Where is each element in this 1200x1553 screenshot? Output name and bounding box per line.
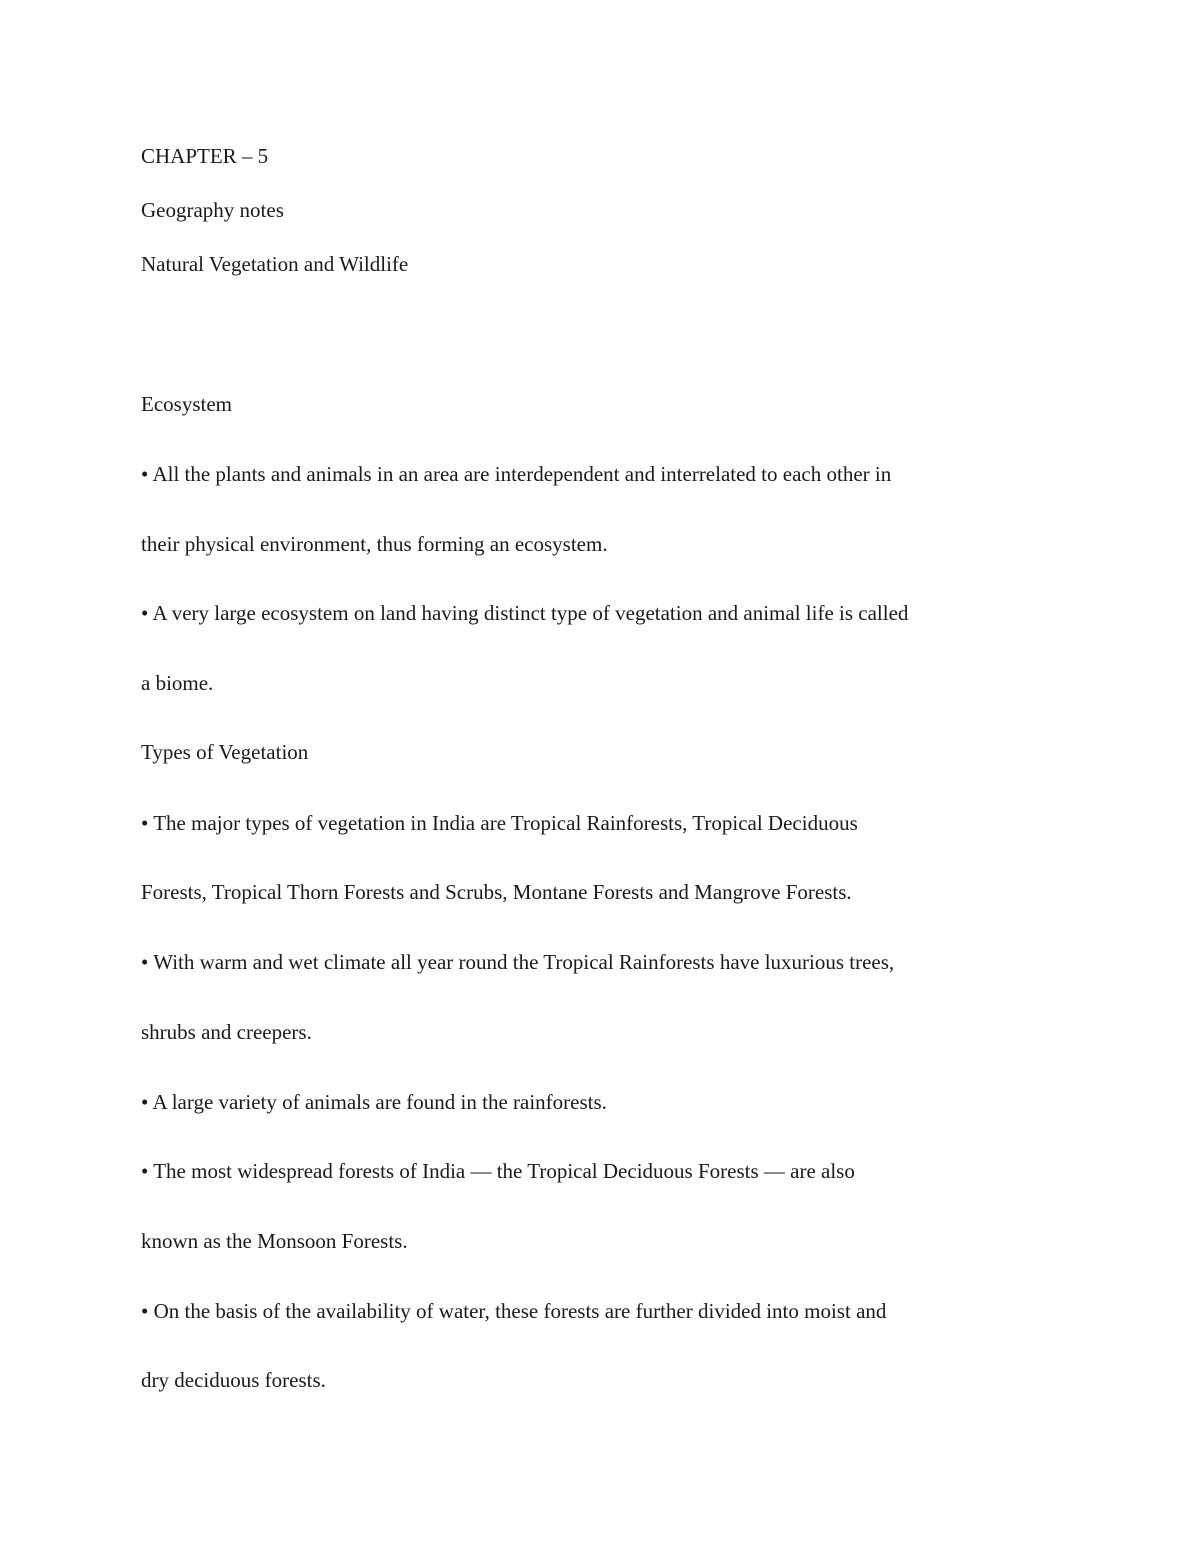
paragraph-line: • On the basis of the availability of water, these forests are further divided into moist and bbox=[141, 1299, 887, 1323]
paragraph-line: • A very large ecosystem on land having distinct type of vegetation and animal life is called bbox=[141, 601, 909, 625]
chapter-label: CHAPTER – 5 bbox=[141, 144, 269, 168]
subject-label: Geography notes bbox=[141, 198, 284, 222]
paragraph-line: dry deciduous forests. bbox=[141, 1368, 326, 1392]
paragraph-line: Forests, Tropical Thorn Forests and Scrubs, Montane Forests and Mangrove Forests. bbox=[141, 880, 852, 904]
document-title: Natural Vegetation and Wildlife bbox=[141, 252, 409, 276]
paragraph-line: known as the Monsoon Forests. bbox=[141, 1229, 408, 1253]
paragraph-line: a biome. bbox=[141, 671, 214, 695]
paragraph-line: • A large variety of animals are found in the rainforests. bbox=[141, 1090, 607, 1114]
section-heading-ecosystem: Ecosystem bbox=[141, 392, 232, 416]
section-heading-types-of-vegetation: Types of Vegetation bbox=[141, 740, 309, 764]
paragraph-line: shrubs and creepers. bbox=[141, 1020, 312, 1044]
paragraph-line: • The major types of vegetation in India are Tropical Rainforests, Tropical Deciduous bbox=[141, 811, 858, 835]
paragraph-line: their physical environment, thus forming an ecosystem. bbox=[141, 532, 608, 556]
paragraph-line: • All the plants and animals in an area are interdependent and interrelated to each other in bbox=[141, 462, 892, 486]
paragraph-line: • The most widespread forests of India — the Tropical Deciduous Forests — are also bbox=[141, 1159, 855, 1183]
paragraph-line: • With warm and wet climate all year round the Tropical Rainforests have luxurious trees, bbox=[141, 950, 895, 974]
